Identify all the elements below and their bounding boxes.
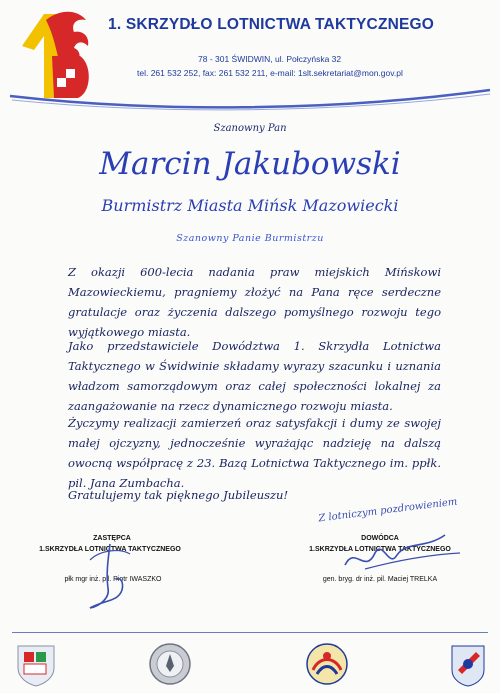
- air-base-emblem-icon: [148, 640, 192, 688]
- handwritten-note: Z lotniczym pozdrowieniem: [317, 496, 458, 525]
- aviation-emblem-icon: [446, 640, 490, 688]
- letter-paragraph: Życzymy realizacji zamierzeń oraz satysfakcji i dumy ze swojej małej ojczyzny, jednocześnie wyrażając nadzieję na dalszą owocną współpracę z 23. Bazą Lotnictwa Taktycznego im. ppłk. pil. Jana Zumbacha.: [68, 416, 441, 490]
- organization-name: 1. SKRZYDŁO LOTNICTWA TAKTYCZNEGO: [108, 16, 435, 33]
- letter-paragraph: Jako przedstawiciele Dowództwa 1. Skrzydła Lotnictwa Taktycznego w Świdwinie składamy wyrazy szacunku i uznania władzom samorządowym oraz całej społeczności lokalnej za zaangażowanie na rzecz dynamicznego rozwoju miasta.: [68, 339, 441, 413]
- right-signatory-role: DOWÓDCA: [361, 535, 399, 542]
- right-signatory-name: gen. bryg. dr inż. pil. Maciej TRELKA: [322, 576, 438, 583]
- right-handwritten-signature: [335, 525, 465, 585]
- left-signatory-role: ZASTĘPCA: [93, 535, 131, 542]
- greeting: Szanowny Panie Burmistrzu: [176, 233, 324, 244]
- squadron-emblem-icon: [305, 640, 349, 688]
- header-swoosh: [0, 84, 500, 114]
- left-signatory-unit: 1.SKRZYDŁA LOTNICTWA TAKTYCZNEGO: [39, 546, 181, 553]
- unit-emblem-icon: [14, 640, 58, 688]
- recipient-name: Marcin Jakubowski: [99, 146, 401, 182]
- organization-address: 78 - 301 ŚWIDWIN, ul. Połczyńska 32: [198, 54, 342, 64]
- organization-contact: tel. 261 532 252, fax: 261 532 211, e-mail: 1slt.sekretariat@mon.gov.pl: [137, 68, 403, 78]
- letter-paragraph: Z okazji 600-lecia nadania praw miejskich Mińskowi Mazowieckiemu, pragniemy złożyć na Pana ręce serdeczne gratulacje oraz życzenia dalszego pomyślnego rozwoju tego wyjątkowego miasta.: [68, 265, 441, 339]
- left-signatory-name: płk mgr inż. pil. Piotr IWASZKO: [64, 576, 162, 583]
- footer-divider: [12, 632, 488, 633]
- right-signatory-unit: 1.SKRZYDŁA LOTNICTWA TAKTYCZNEGO: [309, 546, 451, 553]
- salutation: Szanowny Pan: [213, 123, 287, 134]
- closing-line: Gratulujemy tak pięknego Jubileuszu!: [68, 488, 289, 502]
- recipient-title: Burmistrz Miasta Mińsk Mazowiecki: [101, 196, 399, 215]
- left-handwritten-signature: [70, 540, 160, 615]
